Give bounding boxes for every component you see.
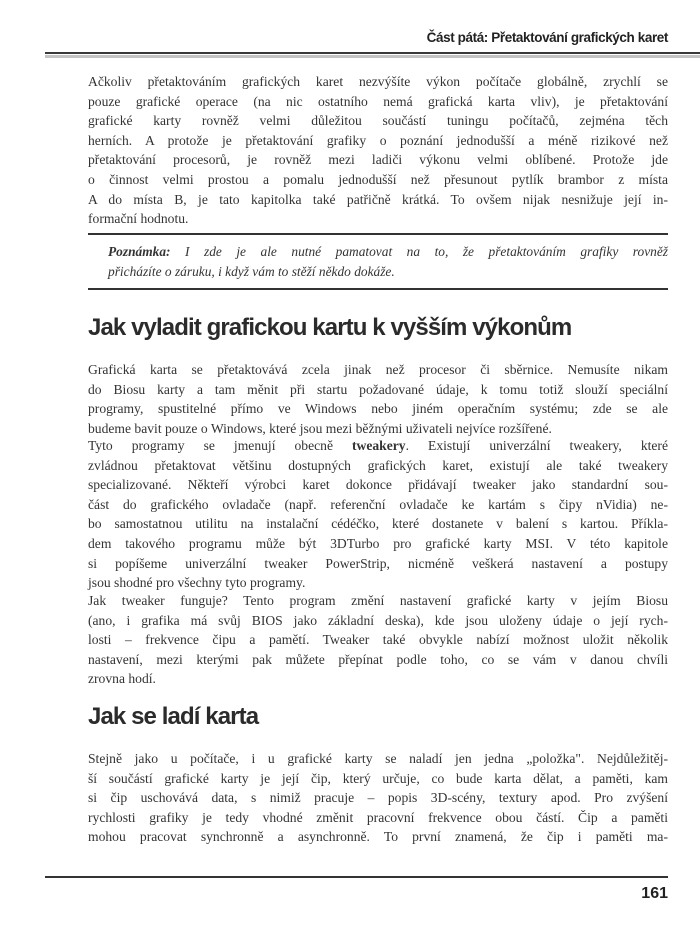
- note-label: Poznámka:: [108, 244, 171, 259]
- text-line: nastavení, mezi kterými pak můžete přepínat podle toho, co se vám v danou chvíli: [88, 651, 668, 667]
- text-line: si čip uschovává data, s nimiž pracuje – popis 3D-scény, textury apod. Pro zvýšení: [88, 790, 668, 806]
- text-line: rychlosti grafiky je tedy vhodné změnit pracovní frekvence obou částí. Čip a paměti: [88, 809, 668, 825]
- text-line: grafické karty rovněž velmi důležitou součástí tuningu počítačů, zejména těch: [88, 113, 668, 129]
- section-heading: Jak vyladit grafickou kartu k vyšším výkonům: [88, 314, 572, 341]
- text-line: Ačkoliv přetaktováním grafických karet nezvýšíte výkon počítače globálně, zrychlí se: [88, 74, 668, 89]
- text-line: zvládnou přetaktovat většinu dostupných grafických karet, existují ale také tweakery: [88, 457, 668, 473]
- note-box: [108, 242, 668, 281]
- text-span: . Existují univerzální tweakery, které: [405, 438, 668, 453]
- text-line: bo samostatnou utilitu na instalační cédéčko, které dostanete v balení s kartou. Příkla-: [88, 516, 668, 532]
- paragraph: [88, 591, 668, 689]
- text-line: specializované. Někteří výrobci karet dokonce přidávají tweaker jako standardní sou-: [88, 477, 668, 493]
- text-line: (ano, i grafika má svůj BIOS jako základní deska), kde jsou uloženy údaje o její rych-: [88, 612, 668, 628]
- text-line: si popíšeme univerzální tweaker PowerStrip, nicméně veškerá nastavení a postupy: [88, 555, 668, 571]
- text-span: Tyto programy se jmenují obecně: [88, 438, 333, 453]
- text-line: herních. A protože je přetaktování grafiky o poznání jednodušší a méně rizikové než: [88, 132, 668, 148]
- text-line: ší součástí grafické karty je její čip, který určuje, co bude karta dělat, a paměti, kam: [88, 770, 668, 786]
- header-rule-shadow: [45, 55, 700, 58]
- text-line: část do grafického ovladače (např. referenční ovladače ke kartám s čipy nVidia) ne-: [88, 496, 668, 512]
- intro-paragraph: [88, 72, 668, 229]
- text-line: pouze grafické operace (na nic ostatního nemá grafická karta vliv), je přetaktování: [88, 93, 668, 109]
- text-line: Stejně jako u počítače, i u grafické karty se naladí jen jedna „položka". Nejdůležitěj-: [88, 751, 668, 766]
- text-line: přetaktování procesorů, je rovněž mezi ladiči výkonu velmi oblíbené. Protože jde: [88, 152, 668, 168]
- section-heading: Jak se ladí karta: [88, 703, 259, 730]
- text-line: Jak tweaker funguje? Tento program změní nastavení grafické karty v jejím Biosu: [88, 593, 668, 608]
- text-line: jsou shodné pro všechny tyto programy.: [88, 575, 306, 591]
- text-line: A do místa B, je tato kapitolka také patřičně krátká. To ovšem nijak nesnižuje její in-: [88, 191, 668, 207]
- text-line: mohou pracovat synchronně a asynchronně. To první znamená, že čip i paměti ma-: [88, 829, 668, 845]
- note-top-rule: [88, 233, 668, 235]
- text-line: do Biosu karty a tam měnit při startu požadované údaje, k tomu totiž slouží speciální: [88, 381, 668, 397]
- running-head: Část pátá: Přetaktování grafických karet: [426, 30, 668, 45]
- page-number: 161: [641, 885, 668, 902]
- text-line: o činnost velmi prostou a pomalu jednodušší než přesunout pytlík brambor z místa: [88, 171, 668, 187]
- text-line: Grafická karta se přetaktovává zcela jinak než procesor či sběrnice. Nemusíte nikam: [88, 362, 668, 377]
- paragraph: [88, 360, 668, 438]
- header-rule: [45, 52, 700, 54]
- paragraph: [88, 436, 668, 593]
- bold-term: tweakery: [352, 438, 406, 453]
- note-text: přicházíte o záruku, i když vám to stěží někdo dokáže.: [108, 263, 395, 279]
- text-line: dem takového programu může být 3DTurbo pro grafické karty MSI. V této kapitole: [88, 535, 668, 551]
- text-line: formační hodnotu.: [88, 211, 189, 227]
- text-line: programy, spustitelné přímo ve Windows nebo jiném operačním systému; zde se ale: [88, 401, 668, 417]
- footer-rule: [45, 876, 668, 878]
- paragraph: [88, 749, 668, 847]
- note-bottom-rule: [88, 288, 668, 290]
- text-line: losti – frekvence čipu a pamětí. Tweaker také obvykle nabízí možnost uložit několik: [88, 632, 668, 648]
- note-text: I zde je ale nutné pamatovat na to, že přetaktováním grafiky rovněž: [185, 244, 668, 259]
- text-line: budeme bavit pouze o Windows, které jsou mezi běžnými uživateli nejvíce rozšířené.: [88, 420, 552, 436]
- text-line: zrovna hodí.: [88, 671, 156, 687]
